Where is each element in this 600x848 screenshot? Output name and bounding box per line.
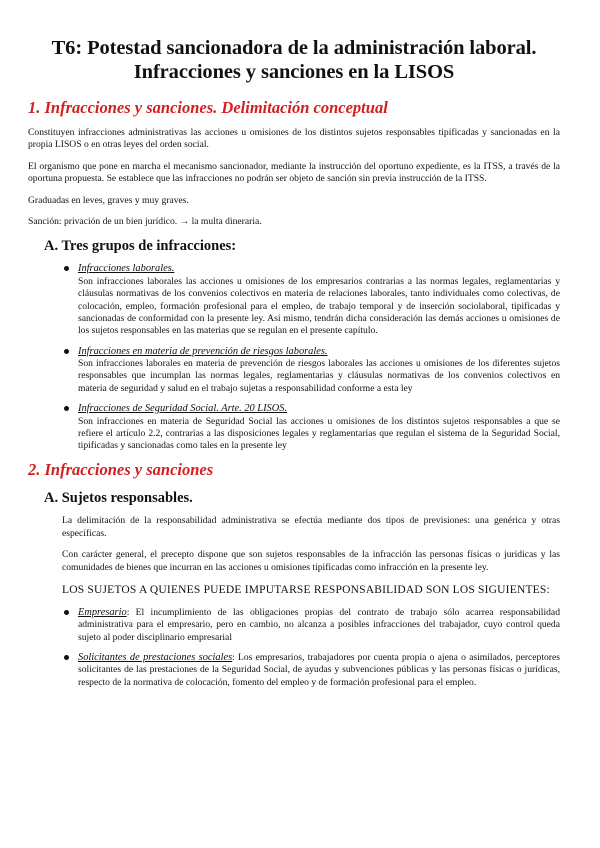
section-1-paragraph: El organismo que pone en marcha el mecanismo sancionador, mediante la instrucción del oportuno expediente, es la ITSS, a través de la oportuna propuesta. Se establece que las infracciones no podrán ser objeto de sanción sin previa instrucción de la ITSS. [28, 160, 560, 185]
bullet-icon [64, 610, 69, 615]
page-title: T6: Potestad sancionadora de la administración laboral. Infracciones y sanciones en la LISOS [51, 37, 537, 83]
list-item-title: Empresario [78, 607, 127, 619]
bullet-icon [64, 266, 69, 271]
list-item [28, 346, 560, 395]
list-item-body: Son infracciones laborales en materia de prevención de riesgos laborales las acciones u omisiones de los diferentes sujetos responsables que incumplan las normas legales, reglamentarias y cláusulas normativas de los convenios colectivos en materia de seguridad y salud en el trabajo sujetas a responsabilidad conforme a esta ley [78, 358, 560, 394]
list-item-separator: : [126, 607, 130, 619]
section-2-paragraph: La delimitación de la responsabilidad administrativa se efectúa mediante dos tipos de previsiones: una genérica y otras específicas. [62, 515, 560, 539]
section-1-paragraph: Constituyen infracciones administrativas las acciones u omisiones de los distintos sujetos responsables tipificadas y sancionadas en la propia LISOS o en otras leyes del orden social. [28, 127, 560, 151]
list-item-body: El incumplimiento de las obligaciones propias del contrato de trabajo sólo acarrea responsabilidad administrativa para el empresario, pero en cambio, no alcanza a posibles infracciones del trabajador, cuyo control queda sujeto al poder disciplinario empresarial [78, 607, 560, 643]
responsible-subjects-caption: LOS SUJETOS A QUIENES PUEDE IMPUTARSE RESPONSABILIDAD SON LOS SIGUIENTES: [62, 584, 550, 597]
responsible-subjects-list [28, 607, 560, 689]
section-1-heading: 1. Infracciones y sanciones. Delimitación conceptual [28, 98, 388, 117]
list-item [28, 403, 560, 452]
section-2-heading: 2. Infracciones y sanciones [28, 460, 214, 480]
list-item-title: Infracciones laborales. [78, 263, 175, 275]
list-item [28, 607, 560, 644]
bullet-icon [64, 349, 69, 354]
list-item-title: Infracciones en materia de prevención de riesgos laborales. [78, 345, 328, 357]
list-item-title: Solicitantes de prestaciones sociales [78, 652, 233, 663]
list-item [28, 263, 560, 337]
subsection-1a-heading: A. Tres grupos de infracciones: [44, 238, 237, 255]
section-2-paragraph: Con carácter general, el precepto dispone que son sujetos responsables de la infracción las personas físicas o jurídicas y las comunidades de bienes que incurran en las acciones u omisiones tipificadas como infracción en la presente ley. [62, 549, 560, 573]
list-item-title: Infracciones de Seguridad Social. Arte. 20 LISOS. [78, 403, 288, 414]
bullet-icon [64, 655, 69, 660]
list-item-separator: : [232, 652, 235, 663]
subsection-2a-heading: A. Sujetos responsables. [44, 490, 193, 507]
bullet-icon [64, 406, 69, 411]
list-item-body: Son infracciones en materia de Seguridad Social las acciones u omisiones de los distintos sujetos responsables a que se refiere el artículo 2.2, contrarias a las disposiciones legales y reglamentarias que regulan el sistema de la Seguridad Social, tipificadas y sancionadas como tales en la presente ley [78, 415, 560, 452]
infraction-groups-list [28, 263, 560, 452]
section-1-paragraph: Graduadas en leves, graves y muy graves. [28, 194, 189, 206]
list-item-body: Son infracciones laborales las acciones u omisiones de los empresarios contrarias a las normas legales, reglamentarias y cláusulas normativas de los convenios colectivos en materia de relaciones laborales, tanto individuales como colectivas, de colocación, empleo, formación profesional para el empleo, de trabajo temporal y de inserción sociolaboral, tipificadas y sancionadas de conformidad con la presente ley. Así mismo, tendrán dicha consideración las demás acciones u omisiones de los sujetos responsables en las materias que se regulan en el presente capítulo. [78, 276, 560, 337]
section-1-paragraph: Sanción: privación de un bien jurídico. → la multa dineraria. [28, 216, 262, 228]
list-item-body: Los empresarios, trabajadores por cuenta propia o ajena o asimilados, perceptores solicitantes de las prestaciones de la Seguridad Social, de ayudas y subvenciones públicas y las personas físicas o jurídicas, respecto de la normativa de colocación, fomento del empleo y de formación profesional para el empleo. [78, 652, 560, 688]
list-item [28, 652, 560, 689]
